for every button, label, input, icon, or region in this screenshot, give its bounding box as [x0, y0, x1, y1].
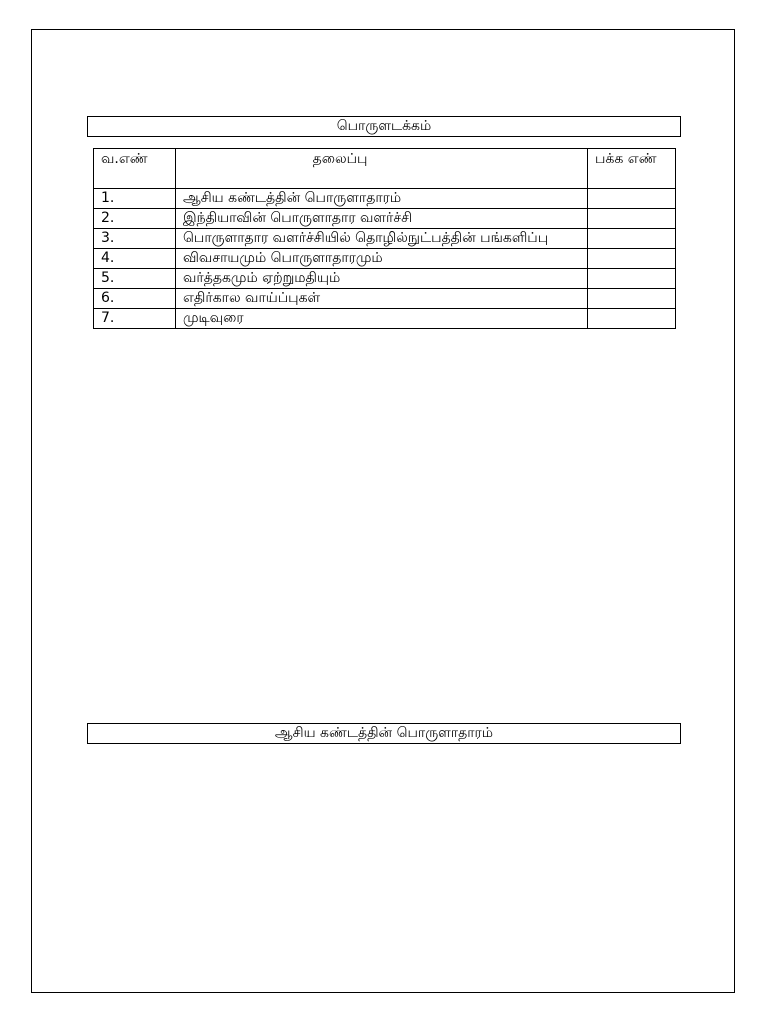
- row-page: [588, 289, 676, 309]
- row-title: பொருளாதார வளர்ச்சியில் தொழில்நுட்பத்தின் பங்களிப்பு: [176, 229, 588, 249]
- row-title: வர்த்தகமும் ஏற்றுமதியும்: [176, 269, 588, 289]
- contents-heading: பொருளடக்கம்: [87, 116, 681, 137]
- table-row: [94, 309, 676, 329]
- header-page-number: பக்க எண்: [588, 149, 676, 189]
- contents-table: [93, 148, 676, 329]
- table-row: [94, 229, 676, 249]
- table-row: [94, 289, 676, 309]
- row-number: 3.: [94, 229, 176, 249]
- row-page: [588, 209, 676, 229]
- row-title: முடிவுரை: [176, 309, 588, 329]
- header-serial-number: வ.எண்: [94, 149, 176, 189]
- row-title: ஆசிய கண்டத்தின் பொருளாதாரம்: [176, 189, 588, 209]
- row-number: 6.: [94, 289, 176, 309]
- table-row: [94, 189, 676, 209]
- row-number: 5.: [94, 269, 176, 289]
- row-title: விவசாயமும் பொருளாதாரமும்: [176, 249, 588, 269]
- row-page: [588, 249, 676, 269]
- row-title: எதிர்கால வாய்ப்புகள்: [176, 289, 588, 309]
- section-heading: ஆசிய கண்டத்தின் பொருளாதாரம்: [87, 723, 681, 744]
- table-row: [94, 249, 676, 269]
- header-title: தலைப்பு: [176, 149, 588, 189]
- row-page: [588, 269, 676, 289]
- row-number: 4.: [94, 249, 176, 269]
- row-number: 1.: [94, 189, 176, 209]
- row-number: 7.: [94, 309, 176, 329]
- row-page: [588, 229, 676, 249]
- row-title: இந்தியாவின் பொருளாதார வளர்ச்சி: [176, 209, 588, 229]
- table-row: [94, 269, 676, 289]
- row-page: [588, 309, 676, 329]
- table-row: [94, 209, 676, 229]
- row-page: [588, 189, 676, 209]
- row-number: 2.: [94, 209, 176, 229]
- table-header-row: [94, 149, 676, 189]
